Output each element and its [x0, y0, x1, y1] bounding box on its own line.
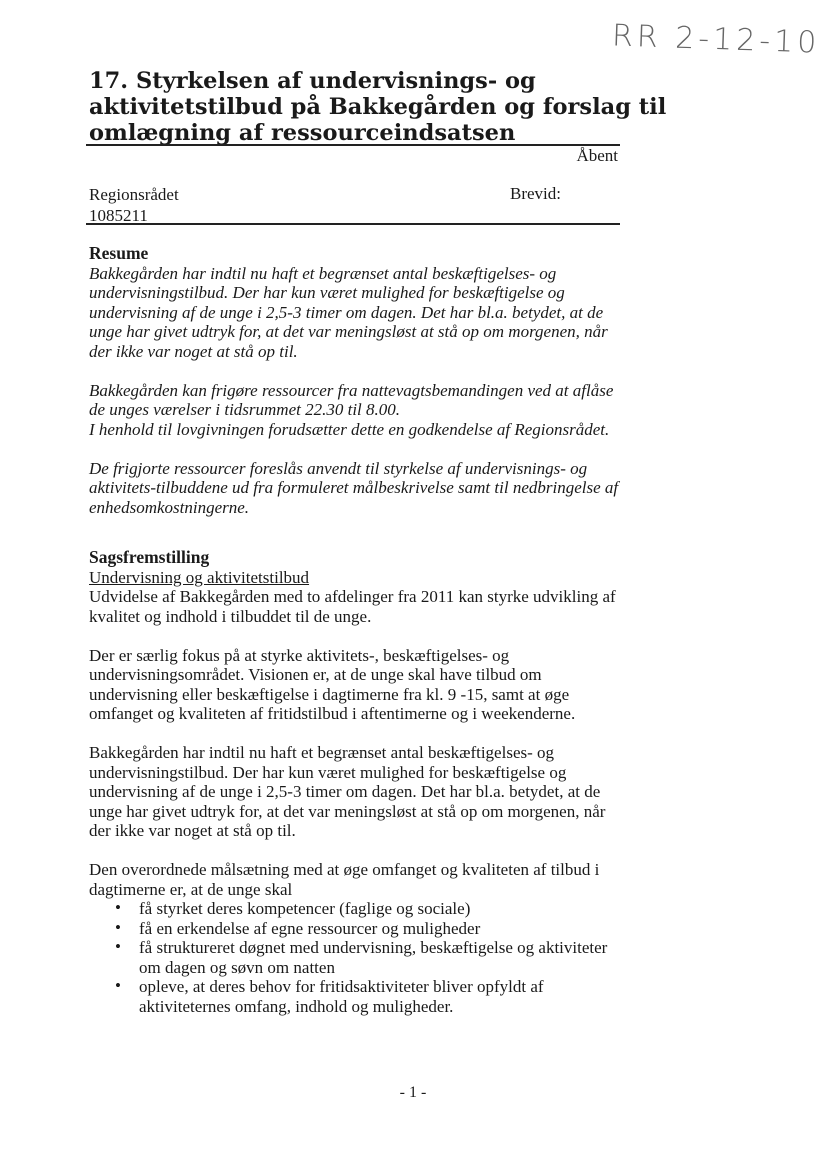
- case-number: 1085211: [89, 206, 148, 225]
- list-item: [89, 919, 629, 939]
- meta-block: [89, 184, 179, 226]
- bullet-icon: •: [115, 976, 121, 995]
- resume-section: [89, 244, 629, 537]
- title-line: 17. Styrkelsen af undervisnings- og: [89, 68, 536, 94]
- body-paragraph: Udvidelse af Bakkegården med to afdelinger fra 2011 kan styrke udvikling af kvalitet og indhold i tilbuddet til de unge.: [89, 587, 616, 626]
- meta-divider: [86, 223, 620, 225]
- document-title: [89, 68, 667, 146]
- bullet-icon: •: [115, 917, 121, 937]
- list-item: [89, 977, 629, 1016]
- body-paragraph: Bakkegården har indtil nu haft et begrænset antal beskæftigelses- og undervisningstilbud. Der har kun været mulighed for beskæftigelse og undervisning af de unge i 2,5-3 timer om dagen. Det har bl.a. betydet, at de unge har givet udtryk for, at det var meningsløst at stå op om morgenen, når der ikke var noget at stå op til.: [89, 743, 606, 840]
- authority-label: Regionsrådet: [89, 185, 179, 204]
- body-paragraph: Den overordnede målsætning med at øge omfanget og kvaliteten af tilbud i dagtimerne er, at de unge skal: [89, 860, 600, 899]
- resume-paragraph: I henhold til lovgivningen forudsætter dette en godkendelse af Regionsrådet.: [89, 419, 610, 439]
- title-divider: [86, 144, 620, 146]
- sagsfremstilling-section: [89, 548, 629, 1016]
- list-item-text: få styrket deres kompetencer (faglige og sociale): [139, 899, 471, 918]
- bullet-icon: •: [115, 937, 121, 956]
- status-label: Åbent: [576, 146, 618, 165]
- resume-paragraph: Bakkegården har indtil nu haft et begrænset antal beskæftigelses- og undervisningstilbud. Der har kun været mulighed for beskæftigelse og undervisning af de unge i 2,5-3 timer om dagen. Det har bl.a. betydet, at de unge har givet udtryk for, at det var meningsløst at stå op om morgenen, når der ikke var noget at stå op til.: [89, 263, 608, 361]
- subheading: Undervisning og aktivitetstilbud: [89, 567, 310, 587]
- list-item: [89, 938, 629, 977]
- list-item-text: få en erkendelse af egne ressourcer og muligheder: [139, 918, 481, 938]
- resume-paragraph: De frigjorte ressourcer foreslås anvendt til styrkelse af undervisnings- og aktivitets-tilbuddene ud fra formuleret målbeskrivelse samt til nedbringelse af enhedsomkostningerne.: [89, 458, 619, 517]
- brevid-label: Brevid:: [510, 184, 561, 203]
- list-item-text: opleve, at deres behov for fritidsaktiviteter bliver opfyldt af aktiviteternes omfang, indhold og muligheder.: [139, 977, 544, 1016]
- title-line: omlægning af ressourceindsatsen: [89, 120, 516, 146]
- sagsfremstilling-heading: Sagsfremstilling: [89, 547, 210, 567]
- page-number: - 1 -: [399, 1084, 427, 1101]
- handwritten-note: RR 2-12-10: [611, 18, 821, 61]
- list-item: [89, 899, 629, 919]
- goal-list: [89, 899, 629, 1016]
- resume-paragraph: Bakkegården kan frigøre ressourcer fra nattevagtsbemandingen ved at aflåse de unges værelser i tidsrummet 22.30 til 8.00.: [89, 380, 614, 419]
- list-item-text: få struktureret døgnet med undervisning, beskæftigelse og aktiviteter om dagen og søvn om natten: [139, 938, 608, 977]
- resume-heading: Resume: [89, 243, 149, 263]
- body-paragraph: Der er særlig fokus på at styrke aktivitets-, beskæftigelses- og undervisningsområdet. Visionen er, at de unge skal have tilbud om undervisning eller beskæftigelse i dagtimerne fra kl. 9 -15, samt at øge omfanget og kvaliteten af fritidstilbud i aftentimerne og i weekenderne.: [89, 645, 576, 723]
- title-line: aktivitetstilbud på Bakkegården og forslag til: [89, 94, 667, 120]
- bullet-icon: •: [115, 898, 121, 917]
